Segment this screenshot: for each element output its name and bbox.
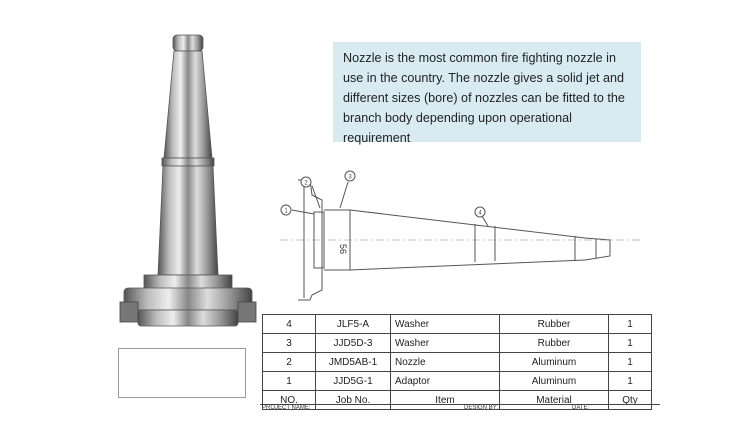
- callout-3-label: 3: [348, 174, 352, 181]
- table-row: 4 JLF5-A Washer Rubber 1: [263, 315, 652, 334]
- header-no: NO.: [263, 391, 316, 410]
- footer-date: DATE:: [572, 405, 590, 411]
- header-job: Job No.: [316, 391, 391, 410]
- description-text: Nozzle is the most common fire fighting nozzle in use in the country. The nozzle gives a solid jet and different sizes (bore) of nozzles can be fitted to the branch body depending upon operational requirement: [343, 51, 625, 145]
- table-row: 1 JJD5G-1 Adaptor Aluminum 1: [263, 372, 652, 391]
- header-item: Item: [391, 391, 500, 410]
- nozzle-photo: [108, 30, 268, 335]
- footer-project: PROJECT NAME:: [262, 405, 311, 411]
- header-material: Material: [500, 391, 609, 410]
- table-row: 2 JMD5AB-1 Nozzle Aluminum 1: [263, 353, 652, 372]
- header-qty: Qty: [609, 391, 652, 410]
- callout-2-label: 2: [304, 180, 308, 187]
- footer-design: DESIGN BY:: [464, 405, 499, 411]
- callout-4-label: 4: [478, 210, 482, 217]
- title-block-footer: [260, 404, 660, 415]
- callout-1-label: 1: [284, 208, 288, 215]
- technical-drawing: [270, 160, 650, 315]
- bom-table: [262, 314, 652, 410]
- description-box: [333, 42, 641, 145]
- table-row: 3 JJD5D-3 Washer Rubber 1: [263, 334, 652, 353]
- body-marking: 56: [338, 244, 348, 255]
- blank-box: [118, 348, 246, 398]
